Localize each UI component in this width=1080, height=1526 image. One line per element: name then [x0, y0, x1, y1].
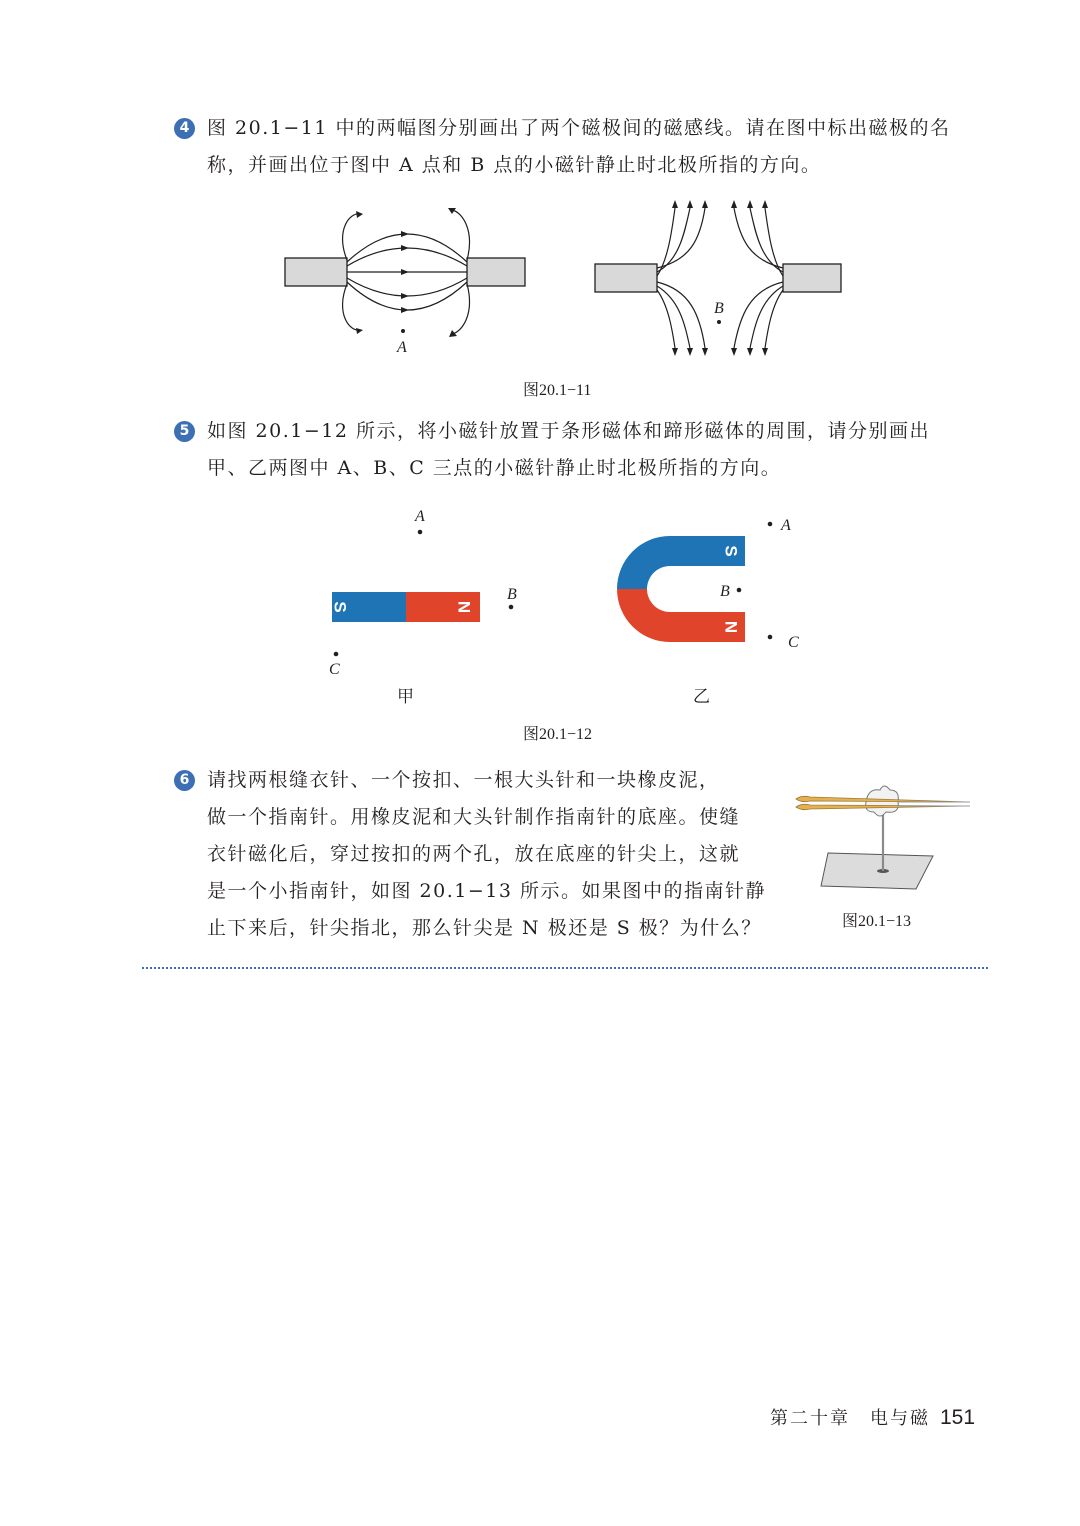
- point-b-label: B: [714, 300, 724, 317]
- right-magnet-bar: [783, 264, 841, 292]
- horseshoe-n-label: N: [721, 620, 741, 634]
- question-line: 做一个指南针。用橡皮泥和大头针制作指南针的底座。使缝: [207, 806, 741, 828]
- question-text: [207, 110, 950, 184]
- bar-magnet-n-label: N: [454, 600, 474, 614]
- left-magnet-bar: [285, 258, 347, 286]
- question-number-badge: 6: [174, 770, 195, 791]
- question-text: [207, 413, 930, 487]
- point-b-dot: [509, 605, 514, 610]
- figure-12-bar-magnet-diagram: [320, 500, 540, 710]
- point-a-dot: [768, 522, 773, 527]
- section-divider: [142, 967, 988, 969]
- point-c-dot: [768, 635, 773, 640]
- point-a-label: A: [415, 508, 425, 525]
- point-b-label: B: [720, 583, 730, 600]
- point-a-label: A: [781, 517, 791, 534]
- question-number-badge: 5: [174, 421, 195, 442]
- point-b-label: B: [507, 586, 517, 603]
- figure-11-right-diagram: [590, 200, 850, 360]
- question-line: 止下来后，针尖指北，那么针尖是 N 极还是 S 极？为什么？: [207, 917, 762, 939]
- figure-12-sublabel-jia: 甲: [397, 687, 414, 707]
- question-line: 如图 20.1−12 所示，将小磁针放置于条形磁体和蹄形磁体的周围，请分别画出: [207, 420, 930, 442]
- point-b-dot: [737, 588, 742, 593]
- figure-12-caption: 图20.1−12: [523, 726, 593, 743]
- question-line: 是一个小指南针，如图 20.1−13 所示。如果图中的指南针静: [207, 880, 766, 902]
- figure-12-horseshoe-magnet-diagram: [610, 500, 830, 710]
- page-footer: [770, 1404, 975, 1430]
- point-a-label: A: [397, 339, 407, 356]
- figure-11-caption: 图20.1−11: [523, 382, 592, 399]
- right-magnet-bar: [467, 258, 525, 286]
- question-text: [207, 762, 766, 947]
- figure-13-caption: 图20.1−13: [842, 913, 912, 930]
- point-a-dot: [401, 329, 405, 333]
- horseshoe-s-label: S: [721, 545, 741, 557]
- horseshoe-s-arm: [617, 536, 745, 589]
- point-c-label: C: [329, 661, 340, 678]
- figure-12-sublabel-yi: 乙: [693, 687, 710, 707]
- question-line: 衣针磁化后，穿过按扣的两个孔，放在底座的针尖上，这就: [207, 843, 741, 865]
- point-c-dot: [334, 652, 339, 657]
- left-magnet-bar: [595, 264, 657, 292]
- point-c-label: C: [788, 634, 799, 651]
- question-line: 请找两根缝衣针、一个按扣、一根大头针和一块橡皮泥，: [207, 769, 720, 791]
- point-b-dot: [717, 320, 721, 324]
- figure-11-left-diagram: [280, 200, 530, 360]
- question-number-badge: 4: [174, 118, 195, 139]
- question-line: 甲、乙两图中 A、B、C 三点的小磁针静止时北极所指的方向。: [207, 457, 782, 479]
- question-line: 称，并画出位于图中 A 点和 B 点的小磁针静止时北极所指的方向。: [207, 154, 822, 176]
- figure-13-compass-illustration: [788, 780, 978, 895]
- chapter-title: 第二十章 电与磁: [770, 1408, 930, 1429]
- bar-magnet-s-label: S: [330, 601, 350, 613]
- question-line: 图 20.1−11 中的两幅图分别画出了两个磁极间的磁感线。请在图中标出磁极的名: [207, 117, 951, 139]
- page-number: 151: [940, 1406, 976, 1429]
- point-a-dot: [418, 530, 423, 535]
